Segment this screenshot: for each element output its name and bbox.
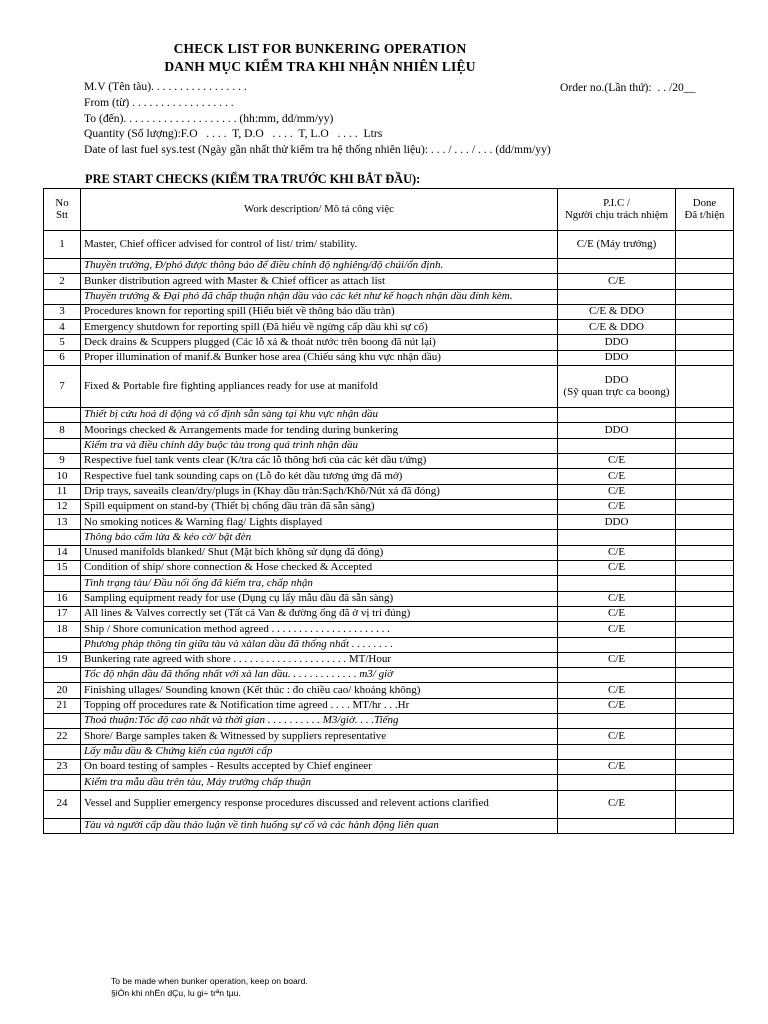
- person-in-charge: [558, 622, 676, 637]
- work-description: Thoả thuận:Tốc độ cao nhất và thời gian . . . . . . . . . . M3/giờ. . . .Tiếng: [81, 714, 558, 729]
- row-number: 18: [44, 622, 81, 637]
- person-in-charge: [558, 729, 676, 744]
- done-checkbox-cell[interactable]: [676, 274, 734, 289]
- work-description: Thông báo cấm lửa & kéo cờ/ bật đèn: [81, 530, 558, 545]
- work-description: Finishing ullages/ Sounding known (Kết thúc : đo chiều cao/ khoảng không): [81, 683, 558, 698]
- to-field: To (đến). . . . . . . . . . . . . . . . . . . . (hh:mm, dd/mm/yy): [84, 112, 334, 125]
- table-row: [44, 729, 734, 744]
- done-checkbox-cell[interactable]: [676, 231, 734, 259]
- row-number: 23: [44, 759, 81, 774]
- pic-label: C/E: [607, 607, 626, 620]
- done-checkbox-cell[interactable]: [676, 818, 734, 833]
- person-in-charge: [558, 576, 676, 591]
- done-checkbox-cell[interactable]: [676, 622, 734, 637]
- row-number: 15: [44, 561, 81, 576]
- row-number: 19: [44, 652, 81, 667]
- title-english: CHECK LIST FOR BUNKERING OPERATION: [173, 41, 467, 56]
- pic-label: DDO: [604, 373, 629, 386]
- work-description: Bunkering rate agreed with shore . . . . . . . . . . . . . . . . . . . . . MT/Hour: [81, 652, 558, 667]
- table-row-translation: [44, 818, 734, 833]
- pic-label: C/E: [607, 274, 626, 287]
- table-row-translation: [44, 775, 734, 790]
- person-in-charge: [558, 320, 676, 335]
- done-checkbox-cell[interactable]: [676, 530, 734, 545]
- row-number: 16: [44, 591, 81, 606]
- work-description: Master, Chief officer advised for control of list/ trim/ stability.: [81, 231, 558, 259]
- row-number: 7: [44, 366, 81, 408]
- pic-label: DDO: [604, 423, 629, 436]
- pic-label: C/E: [607, 454, 626, 467]
- row-number: [44, 637, 81, 652]
- person-in-charge: [558, 790, 676, 818]
- row-number: 21: [44, 698, 81, 713]
- person-in-charge: [558, 231, 676, 259]
- row-number: 20: [44, 683, 81, 698]
- person-in-charge: [558, 350, 676, 365]
- table-header-row: [44, 189, 734, 231]
- work-description: Spill equipment on stand-by (Thiết bị chống dầu tràn đã sẵn sàng): [81, 499, 558, 514]
- table-row: [44, 469, 734, 484]
- row-number: [44, 576, 81, 591]
- col-header-pic: P.I.C / Người chịu trách nhiệm: [558, 189, 676, 231]
- pic-label: C/E: [607, 469, 626, 482]
- table-row-translation: [44, 438, 734, 453]
- done-checkbox-cell[interactable]: [676, 438, 734, 453]
- vessel-name-field: M.V (Tên tàu). . . . . . . . . . . . . . . . .: [84, 80, 247, 93]
- table-row: [44, 515, 734, 530]
- person-in-charge: [558, 698, 676, 713]
- person-in-charge: [558, 438, 676, 453]
- pic-label: C/E: [607, 561, 626, 574]
- row-number: 1: [44, 231, 81, 259]
- pic-label: C/E: [607, 699, 626, 712]
- work-description: Topping off procedures rate & Notification time agreed . . . . MT/hr . . .Hr: [81, 698, 558, 713]
- done-checkbox-cell[interactable]: [676, 259, 734, 274]
- person-in-charge: [558, 469, 676, 484]
- person-in-charge: [558, 714, 676, 729]
- done-checkbox-cell[interactable]: [676, 759, 734, 774]
- person-in-charge: [558, 606, 676, 621]
- pic-label: C/E: [607, 591, 626, 604]
- done-checkbox-cell[interactable]: [676, 408, 734, 423]
- done-checkbox-cell[interactable]: [676, 499, 734, 514]
- table-row: [44, 499, 734, 514]
- row-number: [44, 668, 81, 683]
- done-checkbox-cell[interactable]: [676, 350, 734, 365]
- work-description: Lấy mẫu dầu & Chứng kiến của người cấp: [81, 744, 558, 759]
- done-checkbox-cell[interactable]: [676, 744, 734, 759]
- pic-label: C/E (Máy trưởng): [576, 237, 657, 250]
- pic-label: C/E: [607, 622, 626, 635]
- table-row-translation: [44, 576, 734, 591]
- table-row: [44, 335, 734, 350]
- person-in-charge: [558, 759, 676, 774]
- work-description: Unused manifolds blanked/ Shut (Mặt bích không sử dụng đã đóng): [81, 545, 558, 560]
- row-number: 3: [44, 304, 81, 319]
- done-checkbox-cell[interactable]: [676, 790, 734, 818]
- person-in-charge: [558, 591, 676, 606]
- person-in-charge: [558, 530, 676, 545]
- done-checkbox-cell[interactable]: [676, 683, 734, 698]
- table-row: [44, 304, 734, 319]
- row-number: 8: [44, 423, 81, 438]
- done-checkbox-cell[interactable]: [676, 335, 734, 350]
- row-number: 17: [44, 606, 81, 621]
- work-description: Bunker distribution agreed with Master & Chief officer as attach list: [81, 274, 558, 289]
- last-test-date-field: Date of last fuel sys.test (Ngày gần nhất thử kiểm tra hệ thống nhiên liệu): . . . / . . . / . . . (dd/mm/yy): [84, 143, 551, 156]
- pic-label: DDO: [604, 335, 629, 348]
- done-checkbox-cell[interactable]: [676, 289, 734, 304]
- work-description: Emergency shutdown for reporting spill (Đã hiểu về ngừng cấp dầu khi sự cố): [81, 320, 558, 335]
- done-checkbox-cell[interactable]: [676, 453, 734, 468]
- footer-note-legacy: §iÒn khi nhËn dÇu, lu gi÷ trªn tµu.: [111, 988, 241, 998]
- person-in-charge: [558, 744, 676, 759]
- work-description: Tàu và người cấp dầu thảo luận về tình huống sự cố và các hành động liên quan: [81, 818, 558, 833]
- person-in-charge: [558, 366, 676, 408]
- section-title: PRE START CHECKS (KIỂM TRA TRƯỚC KHI BẮT ĐẦU):: [85, 172, 421, 186]
- work-description: Phương pháp thông tin giữa tàu và xàlan dầu đã thống nhất . . . . . . . .: [81, 637, 558, 652]
- person-in-charge: [558, 453, 676, 468]
- done-checkbox-cell[interactable]: [676, 561, 734, 576]
- table-row: [44, 545, 734, 560]
- pic-label: C/E: [607, 500, 626, 513]
- work-description: Fixed & Portable fire fighting appliances ready for use at manifold: [81, 366, 558, 408]
- row-number: 10: [44, 469, 81, 484]
- person-in-charge: [558, 289, 676, 304]
- table-row-translation: [44, 714, 734, 729]
- work-description: Respective fuel tank vents clear (K/tra các lỗ thông hơi của các két dầu t/ứng): [81, 453, 558, 468]
- row-number: [44, 530, 81, 545]
- work-description: No smoking notices & Warning flag/ Lights displayed: [81, 515, 558, 530]
- person-in-charge: [558, 775, 676, 790]
- title-vietnamese: DANH MỤC KIỂM TRA KHI NHẬN NHIÊN LIỆU: [164, 59, 476, 74]
- pic-label: DDO: [604, 515, 629, 528]
- row-number: 14: [44, 545, 81, 560]
- row-number: [44, 714, 81, 729]
- row-number: 13: [44, 515, 81, 530]
- done-checkbox-cell[interactable]: [676, 668, 734, 683]
- table-row: [44, 606, 734, 621]
- work-description: Kiểm tra và điều chỉnh dây buộc tàu trong quá trình nhận dầu: [81, 438, 558, 453]
- col-header-no: No Stt: [44, 189, 81, 231]
- person-in-charge: [558, 818, 676, 833]
- work-description: Vessel and Supplier emergency response procedures discussed and relevent actions clarified: [81, 790, 558, 818]
- person-in-charge: [558, 259, 676, 274]
- work-description: Thuyền trưởng, Đ/phó được thông báo để điều chỉnh độ nghiêng/độ chúi/ổn định.: [81, 259, 558, 274]
- row-number: 24: [44, 790, 81, 818]
- person-in-charge: [558, 423, 676, 438]
- done-checkbox-cell[interactable]: [676, 545, 734, 560]
- from-field: From (từ) . . . . . . . . . . . . . . . . . .: [84, 96, 234, 109]
- pic-label-vi: (Sỹ quan trực ca boong): [563, 385, 670, 398]
- table-row: [44, 484, 734, 499]
- pic-label: DDO: [604, 351, 629, 364]
- table-row: [44, 274, 734, 289]
- pic-label: C/E: [607, 683, 626, 696]
- table-row: [44, 423, 734, 438]
- work-description: On board testing of samples - Results accepted by Chief engineer: [81, 759, 558, 774]
- person-in-charge: [558, 561, 676, 576]
- done-checkbox-cell[interactable]: [676, 698, 734, 713]
- work-description: All lines & Valves correctly set (Tất cả Van & đường ống đã ở vị trí đúng): [81, 606, 558, 621]
- row-number: [44, 259, 81, 274]
- row-number: 22: [44, 729, 81, 744]
- work-description: Moorings checked & Arrangements made for tending during bunkering: [81, 423, 558, 438]
- table-row-translation: [44, 289, 734, 304]
- row-number: 5: [44, 335, 81, 350]
- row-number: 4: [44, 320, 81, 335]
- table-row: [44, 320, 734, 335]
- done-checkbox-cell[interactable]: [676, 591, 734, 606]
- done-checkbox-cell[interactable]: [676, 775, 734, 790]
- person-in-charge: [558, 637, 676, 652]
- table-row: [44, 350, 734, 365]
- person-in-charge: [558, 683, 676, 698]
- row-number: 12: [44, 499, 81, 514]
- pic-label: C/E: [607, 797, 626, 810]
- col-header-done: Done Đã t/hiện: [676, 189, 734, 231]
- pic-label: C/E: [607, 653, 626, 666]
- work-description: Tốc độ nhận dầu đã thống nhất với xà lan dầu. . . . . . . . . . . . . m3/ giờ: [81, 668, 558, 683]
- work-description: Tình trạng tàu/ Đầu nối ống đã kiểm tra, chấp nhận: [81, 576, 558, 591]
- table-row: [44, 622, 734, 637]
- pic-label: C/E: [607, 484, 626, 497]
- table-row: [44, 759, 734, 774]
- work-description: Procedures known for reporting spill (Hiểu biết về thông báo dầu tràn): [81, 304, 558, 319]
- person-in-charge: [558, 668, 676, 683]
- done-checkbox-cell[interactable]: [676, 637, 734, 652]
- row-number: [44, 775, 81, 790]
- table-row-translation: [44, 637, 734, 652]
- work-description: Proper illumination of manif.& Bunker hose area (Chiếu sáng khu vực nhận dầu): [81, 350, 558, 365]
- person-in-charge: [558, 484, 676, 499]
- row-number: [44, 818, 81, 833]
- work-description: Sampling equipment ready for use (Dụng cụ lấy mẫu dầu đã sẵn sàng): [81, 591, 558, 606]
- done-checkbox-cell[interactable]: [676, 320, 734, 335]
- row-number: [44, 289, 81, 304]
- done-checkbox-cell[interactable]: [676, 714, 734, 729]
- done-checkbox-cell[interactable]: [676, 469, 734, 484]
- work-description: Shore/ Barge samples taken & Witnessed by suppliers representative: [81, 729, 558, 744]
- pic-label: C/E: [607, 546, 626, 559]
- pic-label: C/E: [607, 760, 626, 773]
- table-row: [44, 591, 734, 606]
- work-description: Respective fuel tank sounding caps on (Lỗ đo két dầu tương ứng đã mở): [81, 469, 558, 484]
- table-row: [44, 231, 734, 259]
- done-checkbox-cell[interactable]: [676, 366, 734, 408]
- table-row: [44, 698, 734, 713]
- done-checkbox-cell[interactable]: [676, 484, 734, 499]
- pic-label: C/E & DDO: [589, 305, 644, 318]
- table-row: [44, 790, 734, 818]
- table-row-translation: [44, 744, 734, 759]
- person-in-charge: [558, 499, 676, 514]
- work-description: Deck drains & Scuppers plugged (Các lỗ xả & thoát nước trên boong đã nút lại): [81, 335, 558, 350]
- row-number: [44, 438, 81, 453]
- pic-label: C/E: [607, 729, 626, 742]
- person-in-charge: [558, 545, 676, 560]
- person-in-charge: [558, 304, 676, 319]
- work-description: Drip trays, saveails clean/dry/plugs in (Khay dầu tràn:Sạch/Khô/Nút xả đã đóng): [81, 484, 558, 499]
- done-checkbox-cell[interactable]: [676, 652, 734, 667]
- table-row: [44, 453, 734, 468]
- done-checkbox-cell[interactable]: [676, 576, 734, 591]
- table-row-translation: [44, 668, 734, 683]
- table-row-translation: [44, 408, 734, 423]
- person-in-charge: [558, 652, 676, 667]
- quantity-field: Quantity (Số lượng):F.O . . . . T, D.O . . . . T, L.O . . . . Ltrs: [84, 127, 383, 140]
- done-checkbox-cell[interactable]: [676, 304, 734, 319]
- row-number: [44, 408, 81, 423]
- col-header-work: Work description/ Mô tả công việc: [81, 189, 558, 231]
- table-row-translation: [44, 259, 734, 274]
- person-in-charge: [558, 408, 676, 423]
- person-in-charge: [558, 274, 676, 289]
- table-row: [44, 366, 734, 408]
- done-checkbox-cell[interactable]: [676, 606, 734, 621]
- table-row: [44, 561, 734, 576]
- row-number: 9: [44, 453, 81, 468]
- row-number: 2: [44, 274, 81, 289]
- work-description: Condition of ship/ shore connection & Hose checked & Accepted: [81, 561, 558, 576]
- done-checkbox-cell[interactable]: [676, 515, 734, 530]
- work-description: Kiểm tra mẫu dầu trên tàu, Máy trưởng chấp thuận: [81, 775, 558, 790]
- checklist-table: [43, 188, 734, 834]
- work-description: Thiết bị cứu hoả di động và cố định sẵn sàng tại khu vực nhận dầu: [81, 408, 558, 423]
- pic-label: C/E & DDO: [589, 320, 644, 333]
- order-number-field: Order no.(Lần thứ): . . /20__: [560, 81, 696, 94]
- person-in-charge: [558, 335, 676, 350]
- row-number: 6: [44, 350, 81, 365]
- done-checkbox-cell[interactable]: [676, 423, 734, 438]
- work-description: Ship / Shore comunication method agreed . . . . . . . . . . . . . . . . . . . . . .: [81, 622, 558, 637]
- done-checkbox-cell[interactable]: [676, 729, 734, 744]
- footer-note: To be made when bunker operation, keep on board.: [111, 976, 308, 986]
- table-row-translation: [44, 530, 734, 545]
- table-row: [44, 683, 734, 698]
- row-number: 11: [44, 484, 81, 499]
- work-description: Thuyền trưởng & Đại phó đã chấp thuận nhận dầu vào các két như kế hoạch nhận dầu đính kèm.: [81, 289, 558, 304]
- table-row: [44, 652, 734, 667]
- person-in-charge: [558, 515, 676, 530]
- row-number: [44, 744, 81, 759]
